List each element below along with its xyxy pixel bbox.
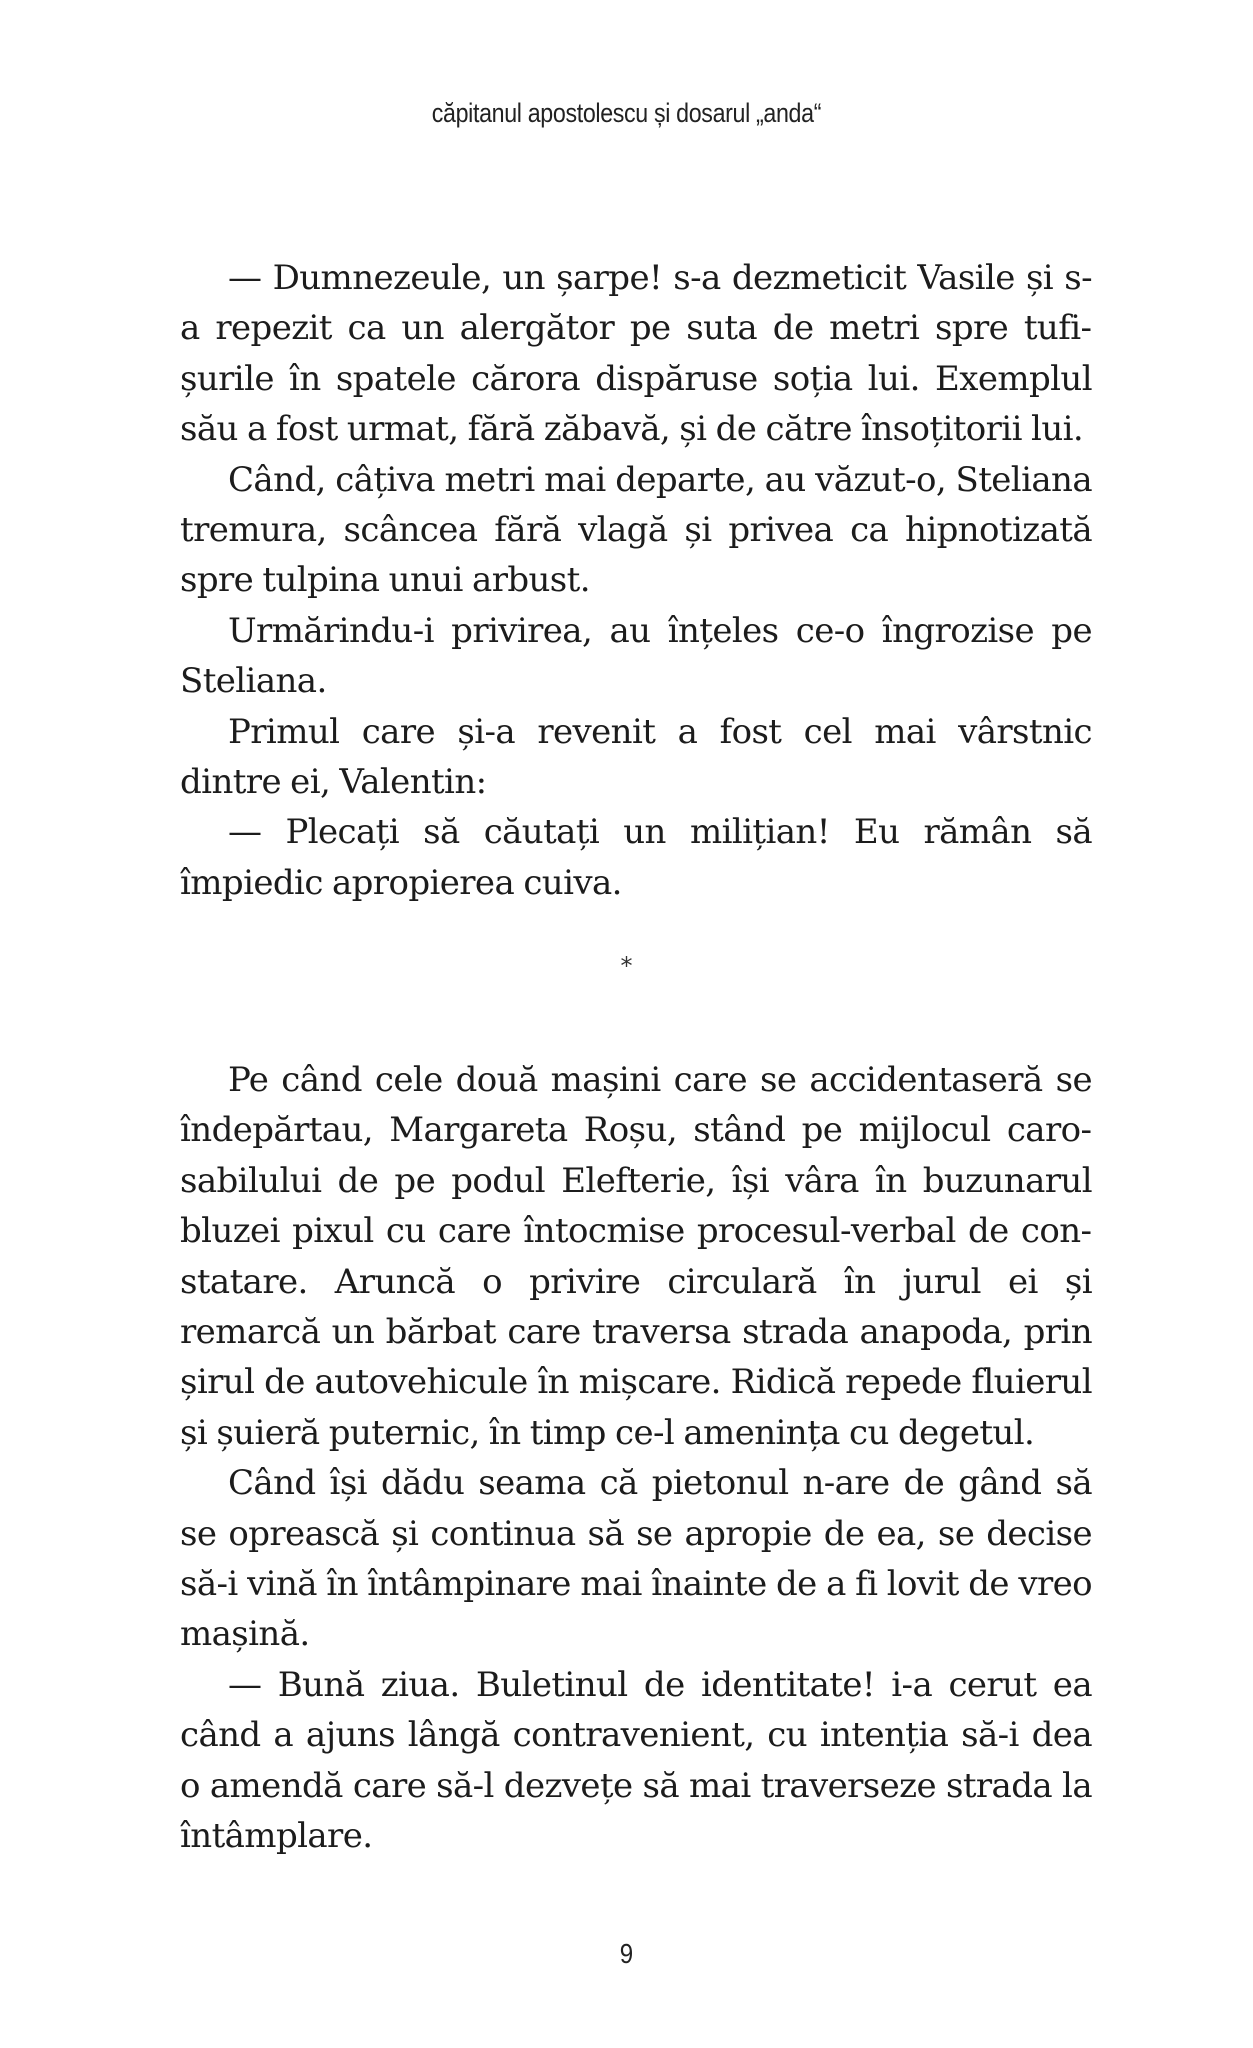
- paragraph: — Bună ziua. Buletinul de identitate! i-a cerut ea când a ajuns lângă contravenient, cu intenția să-i dea o amendă care să-l dezvețe să mai traverseze strada la întâmplare.: [180, 1664, 1092, 1857]
- paragraph: — Dumnezeule, un șarpe! s-a dezmeticit Vasile și s-a repezit ca un alergător pe suta de metri spre tufișurile în spatele cărora dispăruse soția lui. Exemplul său a fost urmat, fără zăbavă, și de către însoțitorii lui.: [180, 258, 1092, 450]
- paragraph: Când, câțiva metri mai departe, au văzut-o, Steliana tremura, scâncea fără vlagă și privea ca hipnotizată spre tulpina unui arbust.: [180, 459, 1092, 601]
- page-number: 9: [619, 1938, 634, 1969]
- text-section-2: [180, 1055, 1092, 1862]
- paragraph: Pe când cele două mașini care se accidentaseră se îndepărtau, Margareta Roșu, stând pe mijlocul carosabilului de pe podul Elefterie, își vâra în buzunarul bluzei pixul cu care întocmise procesul-verbal de constatare. Aruncă o privire circulară în jurul ei și remarcă un bărbat care traversa strada anapoda, prin șirul de autovehicule în mișcare. Ridică repede fluierul și șuieră puternic, în timp ce-l amenința cu degetul.: [180, 1060, 1092, 1453]
- running-title: căpitanul apostolescu și dosarul „anda“: [431, 98, 822, 128]
- text-section-1: [180, 253, 1092, 908]
- paragraph: Când își dădu seama că pietonul n-are de gând să se oprească și continua să se apropie de ea, se decise să-i vină în întâmpinare mai înainte de a fi lovit de vreo mașină.: [180, 1463, 1092, 1655]
- paragraph: — Plecați să căutați un milițian! Eu rămân să împiedic apropierea cuiva.: [180, 812, 1092, 903]
- section-separator: *: [620, 952, 633, 980]
- paragraph: Urmărindu-i privirea, au înțeles ce-o îngrozise pe Steliana.: [180, 610, 1092, 702]
- paragraph: Primul care și-a revenit a fost cel mai vârstnic dintre ei, Valentin:: [180, 711, 1092, 803]
